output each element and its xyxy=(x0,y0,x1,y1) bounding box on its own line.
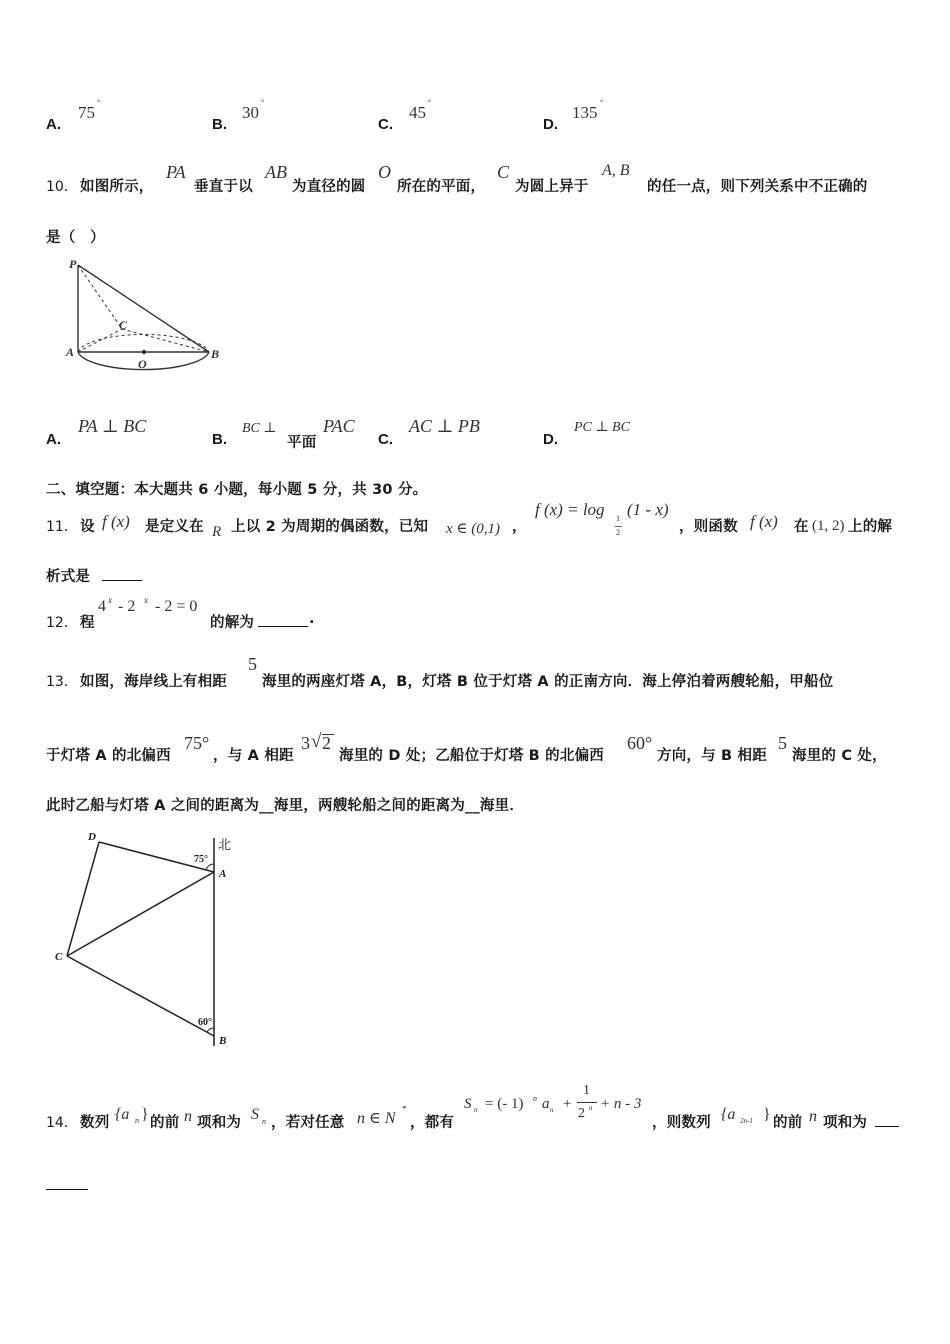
q14-text: 项和为 xyxy=(823,1115,868,1131)
q12-exp-x: x xyxy=(108,595,112,605)
segment-cb xyxy=(122,329,209,352)
q13-math-5b: 5 xyxy=(778,733,787,753)
q9-option-b-label: B. xyxy=(212,116,227,133)
q14-math-n: n xyxy=(184,1108,192,1125)
q13-text-line3: 此时乙船与灯塔 A 之间的距离为__海里，两艘轮船之间的距离为__海里． xyxy=(46,798,525,814)
segment-dc xyxy=(67,842,99,956)
q14-formula-s: S xyxy=(464,1096,472,1112)
q14-text: ，则数列 xyxy=(652,1115,711,1131)
q10-option-b-suffix: 平面 xyxy=(287,435,317,451)
q9-option-d-label: D. xyxy=(543,116,558,133)
label-b: B xyxy=(211,347,220,361)
q13-text: ，与 A 相距 xyxy=(213,748,294,764)
q14-math-a2n-sub: 2n-1 xyxy=(740,1117,753,1125)
q11-log-base-bar xyxy=(615,526,622,527)
q11-text: 上的解 xyxy=(848,519,893,535)
q14-text: ，都有 xyxy=(410,1115,455,1131)
center-point xyxy=(142,350,146,354)
q11-math-fx2: f (x) xyxy=(750,512,778,531)
label-a: A xyxy=(219,868,227,880)
q14-text: 的前 xyxy=(773,1115,803,1131)
q10-figure xyxy=(56,252,226,380)
q9-option-c-value: 45 xyxy=(409,103,426,122)
q11-text: 设 xyxy=(80,519,95,535)
q12-number: 12． xyxy=(46,615,78,631)
answer-blank-continued xyxy=(46,1175,88,1190)
q9-option-c-label: C. xyxy=(378,116,393,133)
segment-pc xyxy=(78,265,122,329)
q9-option-d-value: 135 xyxy=(572,103,598,122)
q10-option-d-label: D. xyxy=(543,431,558,448)
q11-text: ，则函数 xyxy=(679,519,738,535)
sqrt-symbol: √ xyxy=(311,731,322,752)
q14-math-a2n-close: } xyxy=(763,1106,771,1123)
q14-text: ，若对任意 xyxy=(271,1115,345,1131)
q10-option-d-expr: PC ⊥ BC xyxy=(574,420,630,435)
q11-math-r: R xyxy=(212,524,222,540)
q13-text: 海里的两座灯塔 A，B，灯塔 B 位于灯塔 A 的正南方向．海上停泊着两艘轮船，甲船位 xyxy=(262,674,834,690)
q14-formula-a: a xyxy=(542,1096,550,1112)
degree-mark: ° xyxy=(600,98,604,107)
q11-math-domain: x ∈ (0,1) xyxy=(446,521,501,537)
q13-math-60: 60° xyxy=(627,733,653,753)
q10-text: 的任一点，则下列关系中不正确的 xyxy=(647,179,868,195)
q10-text: 所在的平面， xyxy=(397,179,486,195)
q13-text: 海里的 D 处；乙船位于灯塔 B 的北偏西 xyxy=(339,748,604,764)
q14-formula-den-sup: n xyxy=(589,1104,593,1112)
q13-text: 方向，与 B 相距 xyxy=(657,748,767,764)
q14-formula-mid: = (- 1) xyxy=(485,1096,524,1112)
q9-option-b-value: 30 xyxy=(242,103,259,122)
q11-math-fx: f (x) xyxy=(102,512,130,531)
q14-math-n-star: * xyxy=(402,1104,407,1114)
label-c: C xyxy=(119,318,128,332)
q10-math-c: C xyxy=(497,162,510,182)
q10-math-o: O xyxy=(378,162,391,182)
segment-ca xyxy=(67,872,214,956)
q14-math-an-close: } xyxy=(141,1106,149,1123)
q14-number: 14． xyxy=(46,1115,78,1131)
q14-formula-s-sub: n xyxy=(474,1106,478,1114)
q10-math-ab: AB xyxy=(265,162,287,182)
label-north: 北 xyxy=(218,837,232,852)
answer-blank xyxy=(258,612,308,627)
degree-mark: ° xyxy=(428,98,432,107)
q11-math-eq-lhs: f (x) = log xyxy=(535,500,605,519)
label-angle-60: 60° xyxy=(198,1017,212,1028)
q9-option-a-label: A. xyxy=(46,116,61,133)
q13-math-75: 75° xyxy=(184,733,210,753)
q14-formula-tail: + n - 3 xyxy=(600,1096,642,1112)
q14-math-sn-sub: n xyxy=(262,1117,266,1126)
q12-expr-4: 4 xyxy=(98,598,106,615)
label-angle-75: 75° xyxy=(194,854,208,865)
q14-formula-plus: + xyxy=(563,1096,572,1112)
q10-option-b-label: B. xyxy=(212,431,227,448)
q10-option-b-expr: BC ⊥ xyxy=(242,421,277,436)
q10-text: 如图所示， xyxy=(80,179,154,195)
q14-math-an-sub: n xyxy=(135,1116,139,1125)
q14-formula-frac-bar xyxy=(577,1102,597,1103)
q13-text: 于灯塔 A 的北偏西 xyxy=(46,748,171,764)
q10-option-a-label: A. xyxy=(46,431,61,448)
q10-option-c-expr: AC ⊥ PB xyxy=(409,416,480,436)
label-o: O xyxy=(138,357,147,371)
q10-text: 垂直于以 xyxy=(194,179,253,195)
q13-text: 海里的 C 处， xyxy=(792,748,887,764)
q12-text: . xyxy=(309,611,315,627)
q13-math-3: 3 xyxy=(301,733,310,753)
q11-text: ， xyxy=(512,519,527,535)
q11-text-line2: 析式是 xyxy=(46,569,91,585)
answer-blank xyxy=(102,566,142,581)
q12-expr-tail: - 2 = 0 xyxy=(155,598,198,615)
section-heading: 二、填空题：本大题共 6 小题，每小题 5 分，共 30 分。 xyxy=(46,482,428,498)
q14-formula-den: 2 xyxy=(578,1106,585,1121)
label-c: C xyxy=(55,951,63,963)
q14-formula-mid-sup: n xyxy=(533,1094,537,1103)
q10-option-c-label: C. xyxy=(378,431,393,448)
q10-number: 10． xyxy=(46,179,78,195)
q13-math-5: 5 xyxy=(248,654,257,674)
q11-text: 上以 2 为周期的偶函数，已知 xyxy=(231,519,429,535)
q14-math-n2: n xyxy=(809,1108,817,1125)
q10-text-line2: 是（ ） xyxy=(46,230,105,246)
q10-option-a-expr: PA ⊥ BC xyxy=(78,416,147,436)
q14-math-an: {a xyxy=(115,1106,130,1123)
q11-log-base-num: 1 xyxy=(616,514,620,523)
q10-text: 为圆上异于 xyxy=(515,179,589,195)
q13-text: 如图，海岸线上有相距 xyxy=(80,674,227,690)
q11-text: 在 xyxy=(794,519,809,535)
q14-text: 的前 xyxy=(150,1115,180,1131)
segment-pb xyxy=(78,265,209,352)
q14-text: 项和为 xyxy=(197,1115,242,1131)
q10-option-b-expr2: PAC xyxy=(323,416,355,436)
q14-formula-num: 1 xyxy=(583,1083,590,1098)
q11-number: 11． xyxy=(46,519,78,535)
segment-cb xyxy=(67,956,214,1036)
q14-math-n-in-n: n ∈ N xyxy=(357,1110,396,1127)
q12-text: 的解为 xyxy=(210,615,255,631)
q12-expr-2: - 2 xyxy=(118,598,136,615)
q11-math-eq-rhs: (1 - x) xyxy=(627,500,669,519)
q13-figure xyxy=(48,828,248,1056)
answer-blank xyxy=(875,1112,899,1127)
q14-math-sn: S xyxy=(251,1106,259,1123)
q11-text: 是定义在 xyxy=(145,519,204,535)
degree-mark: ° xyxy=(97,98,101,107)
label-b: B xyxy=(219,1035,227,1047)
q13-number: 13． xyxy=(46,674,78,690)
q14-text: 数列 xyxy=(80,1115,110,1131)
q10-math-pa: PA xyxy=(166,162,186,182)
q10-text: 为直径的圆 xyxy=(292,179,366,195)
q14-formula-a-sub: n xyxy=(550,1106,554,1114)
label-a: A xyxy=(66,345,75,359)
circle-back-arc xyxy=(78,334,209,352)
q14-math-a2n: {a xyxy=(721,1106,736,1123)
q12-text: 程 xyxy=(80,615,95,631)
q9-option-a-value: 75 xyxy=(78,103,95,122)
angle-arc-b xyxy=(207,1028,214,1032)
segment-ac xyxy=(78,329,122,352)
q11-math-interval: (1, 2) xyxy=(812,518,845,534)
degree-mark: ° xyxy=(261,98,265,107)
q10-math-ab-points: A, B xyxy=(602,162,630,179)
label-p: P xyxy=(69,257,77,271)
q12-exp-x: x xyxy=(144,595,148,605)
label-d: D xyxy=(88,831,96,843)
q11-log-base-den: 2 xyxy=(616,528,620,537)
q13-math-sqrt2: 2 xyxy=(322,733,331,753)
